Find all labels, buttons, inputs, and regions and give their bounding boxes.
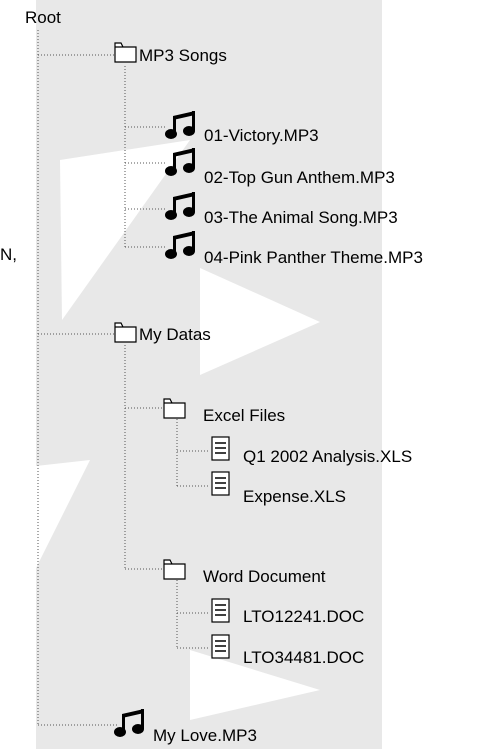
word-file-2[interactable]: LTO34481.DOC (243, 648, 365, 667)
folder-excel-files[interactable]: Excel Files (203, 406, 286, 425)
word-file-1[interactable]: LTO12241.DOC (243, 607, 365, 626)
folder-mp3-songs[interactable]: MP3 Songs (139, 46, 227, 65)
music-note-icon[interactable] (165, 191, 199, 221)
root-label: Root (25, 8, 61, 27)
song-item-3[interactable]: 03-The Animal Song.MP3 (204, 208, 398, 227)
document-icon[interactable] (211, 471, 230, 496)
folder-word-document[interactable]: Word Document (203, 567, 326, 586)
music-note-icon[interactable] (165, 230, 199, 260)
song-item-4[interactable]: 04-Pink Panther Theme.MP3 (204, 248, 423, 267)
music-note-icon[interactable] (165, 110, 199, 140)
folder-icon[interactable] (163, 398, 187, 420)
excel-file-2[interactable]: Expense.XLS (243, 487, 347, 506)
side-text: N, (0, 245, 17, 264)
folder-icon[interactable] (114, 322, 138, 344)
music-note-icon[interactable] (165, 147, 199, 177)
folder-icon[interactable] (114, 42, 138, 64)
folder-icon[interactable] (163, 559, 187, 581)
document-icon[interactable] (211, 598, 230, 623)
document-icon[interactable] (211, 634, 230, 659)
song-item-1[interactable]: 01-Victory.MP3 (204, 126, 319, 145)
folder-my-datas[interactable]: My Datas (139, 325, 211, 344)
excel-file-1[interactable]: Q1 2002 Analysis.XLS (243, 447, 413, 466)
document-icon[interactable] (211, 436, 230, 461)
root-song-item[interactable]: My Love.MP3 (153, 726, 257, 745)
music-note-icon[interactable] (114, 708, 148, 738)
song-item-2[interactable]: 02-Top Gun Anthem.MP3 (204, 168, 395, 187)
